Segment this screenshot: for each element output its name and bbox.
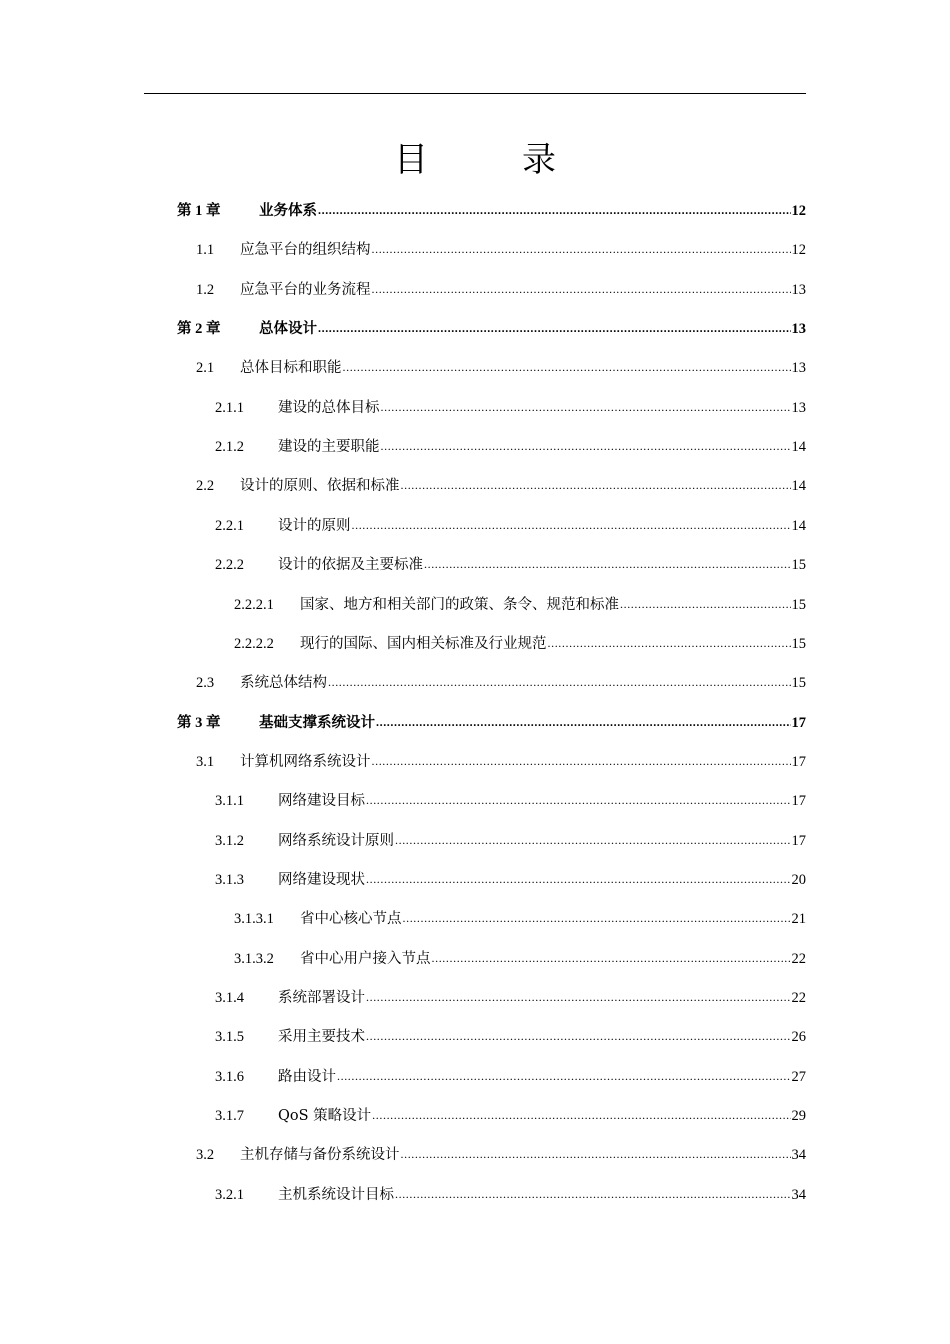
toc-entry-number: 3.1.7 — [215, 1108, 244, 1125]
toc-dot-leader — [366, 1025, 791, 1047]
toc-entry-number: 2.2 — [196, 478, 215, 495]
toc-dot-leader — [432, 947, 791, 969]
toc-dot-leader — [548, 632, 791, 654]
toc-dot-leader — [343, 356, 791, 378]
toc-entry-number: 3.1.6 — [215, 1068, 244, 1085]
toc-entry-page-number: 20 — [791, 871, 806, 888]
toc-dot-leader — [395, 829, 791, 851]
toc-dot-leader — [372, 278, 791, 300]
toc-entry[interactable] — [215, 1184, 806, 1206]
toc-dot-leader — [372, 238, 791, 260]
toc-entry-number: 1.2 — [196, 281, 215, 298]
toc-entry[interactable] — [177, 200, 806, 222]
toc-entry[interactable] — [215, 1105, 806, 1127]
toc-entry[interactable] — [215, 790, 806, 812]
toc-dot-leader — [381, 396, 791, 418]
toc-entry-number: 3.1.3 — [215, 871, 244, 888]
toc-entry-title: 业务体系 — [259, 202, 317, 219]
toc-entry-page-number: 17 — [791, 832, 806, 849]
toc-entry-title: 应急平台的业务流程 — [240, 281, 371, 298]
toc-entry-number: 3.1.3.1 — [234, 911, 274, 928]
toc-entry[interactable] — [177, 712, 806, 734]
toc-entry-page-number: 34 — [791, 1147, 806, 1164]
toc-entry-page-number: 13 — [791, 281, 806, 298]
toc-dot-leader — [401, 1143, 791, 1165]
toc-entry[interactable] — [215, 397, 806, 419]
toc-entry-page-number: 12 — [791, 203, 806, 219]
toc-entry-title: 基础支撑系统设计 — [259, 713, 375, 731]
toc-entry-page-number: 15 — [791, 675, 806, 692]
toc-entry-page-number: 15 — [791, 557, 806, 574]
toc-entry-title: 设计的原则 — [278, 517, 351, 534]
toc-entry[interactable] — [196, 1144, 806, 1166]
toc-dot-leader — [424, 553, 791, 575]
toc-entry-title: 路由设计 — [278, 1068, 336, 1085]
toc-entry-page-number: 13 — [791, 321, 806, 338]
toc-entry-page-number: 34 — [791, 1186, 806, 1203]
toc-dot-leader — [395, 1183, 791, 1205]
toc-entry-number: 1.1 — [196, 242, 215, 259]
toc-entry-title: 建设的总体目标 — [278, 399, 380, 416]
toc-entry-number: 第 2 章 — [177, 321, 221, 338]
toc-entry-page-number: 13 — [791, 399, 806, 416]
toc-dot-leader — [620, 593, 791, 615]
toc-entry-page-number: 15 — [791, 635, 806, 652]
toc-entry-number: 3.2.1 — [215, 1186, 244, 1203]
toc-entry-page-number: 17 — [791, 753, 806, 770]
toc-entry-page-number: 27 — [791, 1068, 806, 1085]
toc-entry[interactable] — [177, 318, 806, 340]
toc-entry-number: 3.1.2 — [215, 832, 244, 849]
toc-entry-title: 采用主要技术 — [278, 1029, 365, 1046]
toc-entry-title: 国家、地方和相关部门的政策、条令、规范和标准 — [300, 596, 619, 613]
toc-dot-leader — [318, 317, 791, 339]
toc-entry-title: 设计的原则、依据和标准 — [240, 478, 400, 495]
toc-entry-page-number: 13 — [791, 360, 806, 377]
toc-entry[interactable] — [234, 633, 806, 655]
toc-entry-page-number: 22 — [791, 990, 806, 1006]
toc-entry-page-number: 22 — [791, 950, 806, 967]
toc-entry-number: 2.3 — [196, 675, 215, 692]
toc-entry-number: 第 3 章 — [177, 714, 221, 731]
toc-entry-page-number: 26 — [791, 1029, 806, 1046]
toc-entry-page-number: 29 — [791, 1108, 806, 1125]
toc-entry-number: 2.2.2 — [215, 557, 244, 574]
toc-entry-number: 2.2.1 — [215, 517, 244, 534]
toc-entry-title: 计算机网络系统设计 — [240, 753, 371, 770]
toc-dot-leader — [366, 986, 791, 1008]
header-rule — [144, 93, 806, 94]
toc-entry-number: 3.2 — [196, 1147, 215, 1164]
toc-dot-leader — [403, 907, 791, 929]
toc-entry[interactable] — [196, 672, 806, 694]
toc-entry-number: 3.1.4 — [215, 990, 244, 1006]
toc-entry[interactable] — [215, 554, 806, 576]
toc-entry[interactable] — [215, 1066, 806, 1088]
toc-entry-title: 现行的国际、国内相关标准及行业规范 — [300, 635, 547, 652]
toc-entry-page-number: 17 — [791, 793, 806, 810]
toc-entry-page-number: 15 — [791, 596, 806, 613]
toc-entry[interactable] — [234, 908, 806, 930]
toc-dot-leader — [337, 1065, 791, 1087]
toc-entry-title: 网络系统设计原则 — [278, 832, 394, 849]
toc-entry[interactable] — [234, 948, 806, 970]
toc-dot-leader — [372, 1104, 790, 1126]
toc-entry[interactable] — [215, 515, 806, 537]
toc-dot-leader — [381, 435, 791, 457]
toc-entry-number: 2.1.2 — [215, 439, 244, 456]
toc-entry[interactable] — [234, 594, 806, 616]
toc-entry-number: 3.1.3.2 — [234, 950, 274, 967]
toc-entry-page-number: 21 — [791, 911, 806, 928]
toc-entry[interactable] — [215, 1026, 806, 1048]
toc-entry[interactable] — [196, 751, 806, 773]
toc-entry-page-number: 14 — [791, 478, 806, 495]
toc-entry-title: 应急平台的组织结构 — [240, 242, 371, 259]
toc-dot-leader — [328, 671, 791, 693]
toc-entry-title: 设计的依据及主要标准 — [278, 557, 423, 574]
toc-entry-number: 2.2.2.1 — [234, 596, 274, 613]
toc-entry-number: 3.1.1 — [215, 793, 244, 810]
toc-dot-leader — [401, 474, 791, 496]
toc-dot-leader — [352, 514, 791, 536]
toc-dot-leader — [376, 711, 791, 733]
toc-entry-number: 2.2.2.2 — [234, 635, 274, 652]
toc-entry-title: 总体设计 — [259, 320, 317, 338]
page-title: 目 录 — [394, 140, 586, 180]
toc-dot-leader — [372, 750, 791, 772]
toc-dot-leader — [366, 868, 791, 890]
toc-entry-page-number: 14 — [791, 439, 806, 456]
toc-entry-title: 系统部署设计 — [278, 990, 365, 1006]
toc-entry[interactable] — [196, 279, 806, 301]
toc-entry-title: 系统总体结构 — [240, 675, 327, 692]
toc-entry-number: 2.1.1 — [215, 399, 244, 416]
toc-entry[interactable] — [215, 436, 806, 458]
toc-entry-title: 主机系统设计目标 — [278, 1186, 394, 1203]
toc-entry-number: 3.1 — [196, 753, 215, 770]
toc-entry-page-number: 14 — [791, 517, 806, 534]
toc-entry-number: 第 1 章 — [177, 203, 221, 219]
toc-entry[interactable] — [215, 987, 806, 1009]
toc-entry-title: QoS 策略设计 — [278, 1108, 372, 1125]
toc-entry-title: 网络建设现状 — [278, 871, 365, 888]
toc-entry[interactable] — [196, 357, 806, 379]
toc-entry-title: 总体目标和职能 — [240, 360, 342, 377]
toc-entry-page-number: 17 — [791, 714, 806, 731]
toc-entry-number: 3.1.5 — [215, 1029, 244, 1046]
toc-entry-title: 省中心核心节点 — [300, 911, 402, 928]
toc-entry[interactable] — [196, 475, 806, 497]
toc-entry[interactable] — [215, 869, 806, 891]
toc-entry-title: 主机存储与备份系统设计 — [240, 1147, 400, 1164]
toc-dot-leader — [366, 789, 791, 811]
toc-entry-page-number: 12 — [791, 242, 806, 259]
toc-entry-number: 2.1 — [196, 360, 215, 377]
toc-entry-title: 省中心用户接入节点 — [300, 950, 431, 967]
toc-dot-leader — [318, 199, 791, 221]
toc-entry[interactable] — [196, 239, 806, 261]
toc-entry[interactable] — [215, 830, 806, 852]
toc-entry-title: 网络建设目标 — [278, 793, 365, 810]
toc-entry-title: 建设的主要职能 — [278, 439, 380, 456]
